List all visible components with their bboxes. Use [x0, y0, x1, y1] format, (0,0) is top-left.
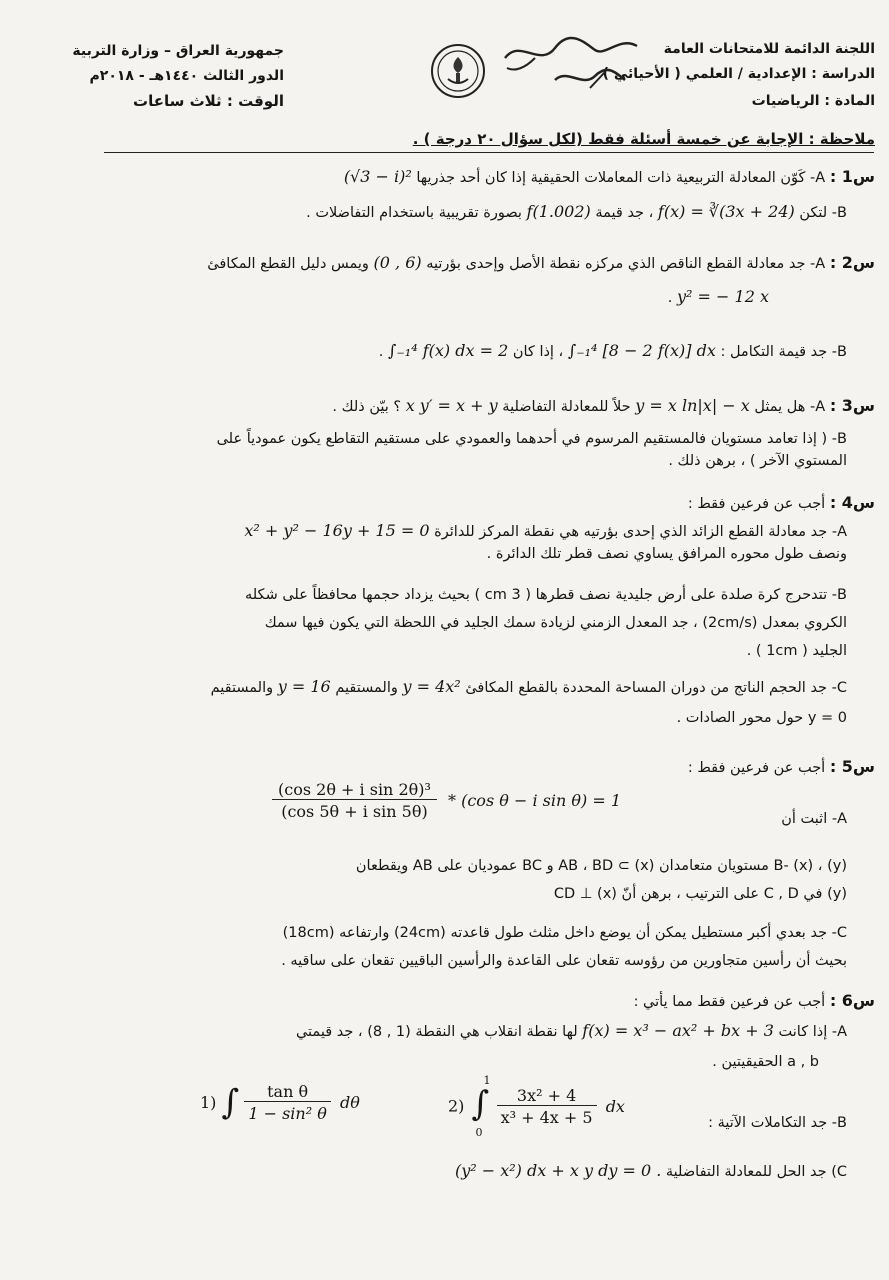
q6-part-b-label: B- جد التكاملات الآتية :: [708, 1115, 847, 1131]
q1-b-value: f(1.002): [526, 202, 591, 221]
q6-heading: س6 : أجب عن فرعين فقط مما يأتي :: [633, 991, 875, 1010]
q3-part-a: س3 : A- هل يمثل y = x ln|x| − x حلاً للمعادلة التفاضلية x y′ = x + y ؟ بيّن ذلك .: [332, 396, 875, 415]
q4-part-a: A- جد معادلة القطع الزائد الذي إحدى بؤرتيه هي نقطة المركز للدائرة x² + y² − 16y + 15 = 0 ونصف طول محوره المرافق يساوي نصف قطر تلك الدائرة .: [244, 521, 847, 562]
q5-part-c: C- جد بعدي أكبر مستطيل يمكن أن يوضع داخل مثلث طول قاعدته (24cm) وارتفاعه (18cm) بحيث أن رأسين متجاورين من رؤوسه تقعان على القاعدة والرأسين الباقيين تقعان على ساقيه .: [281, 925, 847, 969]
round-line: الدور الثالث ١٤٤٠هـ - ٢٠١٨م: [89, 68, 284, 84]
ministry-seal-icon: [430, 43, 486, 99]
q5-a-denominator: (cos 5θ + i sin 5θ): [281, 802, 428, 821]
upper-limit: 1: [483, 1074, 491, 1087]
integral-sign-icon: ∫: [471, 1084, 490, 1124]
q5-a-rest: * (cos θ − i sin θ) = 1: [448, 791, 621, 810]
q6-b-integral-1: 1) ∫ $\frac{\text{tan θ}}{\text{1 − sin² θ}}$ dθ: [200, 1082, 360, 1123]
ministry-line: جمهورية العراق – وزارة التربية: [72, 43, 284, 59]
q6-part-c: C) جد الحل للمعادلة التفاضلية (y² − x²) dx + x y dy = 0 .: [454, 1161, 847, 1180]
instructions-note: ملاحظة : الإجابة عن خمسة أسئلة فقط (لكل سؤال ٢٠ درجة ) .: [412, 130, 875, 148]
q2-b-integral: ∫₋₁⁴ [8 − 2 f(x)] dx: [567, 341, 716, 360]
header-left: [44, 42, 284, 111]
integral-sign-icon: ∫: [221, 1082, 240, 1123]
q1-a-root: (√3 − i)²: [343, 167, 412, 186]
study-branch: الدراسة : الإعدادية / العلمي ( الأحيائي ): [602, 66, 875, 82]
q1-number: س1 :: [829, 167, 875, 186]
q4-part-b: B- تتدحرج كرة صلدة على أرض جليدية نصف قطرها ( 3 cm ) بحيث يزداد حجمها محافظاً على شكله الكروي بمعدل (2cm/s) ، جد المعدل الزمني لزيادة سمك الجليد في اللحظة التي يكون فيها سمك الجليد ( 1cm ) .: [244, 587, 847, 659]
q2-part-a-equation: y² = − 12 x .: [667, 287, 769, 306]
divider: [104, 152, 874, 153]
q6-b-integral-2: 2) ∫ 1 0 $\frac{\text{3x² + 4}}{\text{x³ + 4x + 5}}$ dx: [448, 1074, 625, 1139]
q2-b-given: ∫₋₁⁴ f(x) dx = 2: [388, 341, 509, 360]
q4-heading: س4 : أجب عن فرعين فقط :: [687, 493, 875, 512]
lower-limit: 0: [475, 1126, 483, 1139]
committee-name: اللجنة الدائمة للامتحانات العامة: [663, 41, 875, 57]
q2-part-a: س2 : A- جد معادلة القطع الناقص الذي مركزه نقطة الأصل وإحدى بؤرتيه (0 , 6) ويمس دليل القطع المكافئ: [207, 253, 875, 272]
handwritten-note: [495, 28, 645, 96]
q5-part-b: B- (x) ، (y) مستويان متعامدان (x) ⊃ AB ، BD و BC عموديان على AB ويقطعان (y) في C , D على الترتيب ، برهن أنّ CD ⊥ (x): [355, 858, 847, 902]
q6-part-a: A- إذا كانت f(x) = x³ − ax² + bx + 3 لها نقطة انقلاب هي النقطة (1 , 8) ، جد قيمتي a , b الحقيقيتين .: [295, 1021, 847, 1070]
q4-part-c: C- جد الحجم الناتج من دوران المساحة المحددة بالقطع المكافئ y = 4x² والمستقيم y = 16 والمستقيم y = 0 حول محور الصادات .: [210, 677, 847, 726]
q5-part-a-label: A- اثبت أن: [781, 811, 847, 827]
q5-part-a-formula: [272, 780, 621, 821]
time-line: الوقت : ثلاث ساعات: [133, 92, 284, 110]
q3-part-b: B- ( إذا تعامد مستويان فالمستقيم المرسوم في أحدهما والعمودي على مستقيم التقاطع يكون عمودياً على المستوي الآخر ) ، برهن ذلك .: [216, 431, 847, 469]
q5-a-numerator: (cos 2θ + i sin 2θ)³: [272, 780, 437, 800]
q1-part-a: س1 : A- كَوّن المعادلة التربيعية ذات المعاملات الحقيقية إذا كان أحد جذريها (√3 − i)²: [343, 167, 875, 186]
q5-heading: س5 : أجب عن فرعين فقط :: [687, 757, 875, 776]
q1-b-function: f(x) = ∛(3x + 24): [657, 202, 795, 221]
q2-part-b: B- جد قيمة التكامل : ∫₋₁⁴ [8 − 2 f(x)] dx ، إذا كان ∫₋₁⁴ f(x) dx = 2 .: [378, 341, 847, 360]
subject-line: المادة : الرياضيات: [751, 93, 875, 109]
q1-part-b: B- لتكن f(x) = ∛(3x + 24) ، جد قيمة f(1.002) بصورة تقريبية باستخدام التفاضلات .: [306, 202, 847, 221]
